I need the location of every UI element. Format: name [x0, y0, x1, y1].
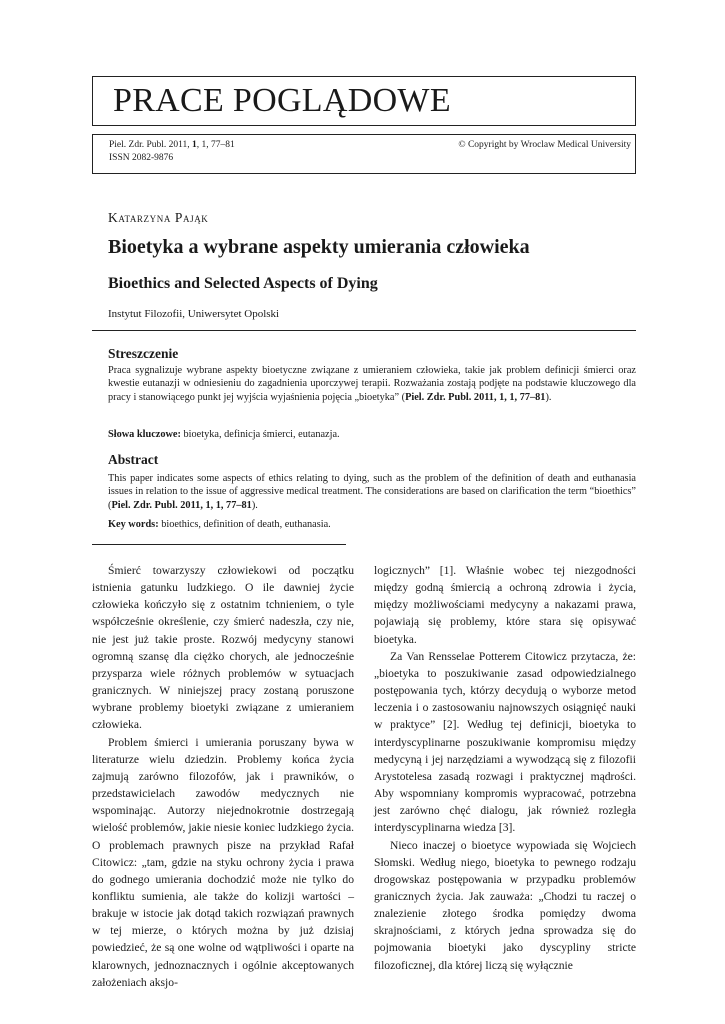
affiliation: Instytut Filozofii, Uniwersytet Opolski [108, 308, 280, 320]
key-words-label: Key words: [108, 519, 159, 530]
streszczenie-citation: Piel. Zdr. Publ. 2011, 1, 1, 77–81 [405, 391, 546, 403]
divider-top [92, 330, 636, 331]
slowa-kluczowe-label: Słowa kluczowe: [108, 429, 181, 440]
article-title-en: Bioethics and Selected Aspects of Dying [108, 275, 378, 292]
streszczenie-body [108, 364, 636, 404]
paragraph: Nieco inaczej o bioetyce wypowiada się Wojciech Słomski. Według niego, bioetyka to pewnego rodzaju drogowskaz postępowania w przypadku problemów granicznych życia. Jak zauważa: „Chodzi tu raczej o znalezienie złotego środka pomiędzy dwoma skrajnościami, z których jedna sprowadza się do pojmowania bioetyki jako dyscypliny stricte filozoficznej, dla której liczą się wyłącznie [374, 838, 636, 972]
article-title-pl: Bioetyka a wybrane aspekty umierania człowieka [108, 236, 530, 258]
citation-prefix: Piel. Zdr. Publ. 2011, [109, 140, 193, 150]
section-header-box [92, 76, 636, 126]
abstract-heading: Abstract [108, 452, 159, 467]
paragraph: Śmierć towarzyszy człowiekowi od początku istnienia gatunku ludzkiego. O ile dawniej życie człowieka kończyło się z ostatnim tchnieniem, o tyle współcześnie określenie, czy śmierć nadeszła, czy nie, nie jest już takie proste. Rozwój medycyny stanowi ogromną szansę dla ciężko chorych, ale jednocześnie przysparza wiele różnych problemów w sytuacjach granicznych. W niniejszej pracy zostaną poruszone wybrane problemy bioetyki związane z umieraniem człowieka. [92, 564, 354, 732]
section-header: PRACE POGLĄDOWE [113, 82, 451, 119]
divider-bottom [92, 544, 346, 545]
paragraph: Problem śmierci i umierania poruszany bywa w literaturze wielu dziedzin. Problemy końca życia zajmują zarówno filozofów, jak i prawników, o przedstawicielach zawodów medycznych nie wspominając. Autorzy niejednokrotnie dostrzegają wielość problemów, jakie niesie koniec ludzkiego życia. O problemach prawnych pisze na przykład Rafał Citowicz: „tam, gdzie na styku ochrony życia i prawa do godnego umierania dochodzić może nie tylko do konfliktu sumienia, ale także do kolizji wartości – brakuje w istocie jak dotąd takich rozwiązań prawnych w tej mierze, o których można by już dzisiaj powiedzieć, że są one wolne od wątpliwości i oparte na klarownych, jednoznacznych i ogólnie akceptowanych założeniach aksjo- [92, 735, 354, 989]
key-words [108, 518, 636, 531]
paragraph: Za Van Rensselae Potterem Citowicz przytacza, że: „bioetyka to poszukiwanie zasad odpowiedzialnego postępowania tych, którzy decydują o wyborze metod leczenia i o zastosowaniu najnowszych osiągnięć nauki w praktyce” [2]. Według tej definicji, bioetyka to interdyscyplinarne poszukiwanie kompromisu między medycyną i jej narzędziami a wywodzącą się z filozofii Arystotelesa zasadą rozwagi i praktycznej mądrości. Aby wspomniany kompromis wypracować, potrzebna jest zarówno chęć dialogu, jak również rozległa interdyscyplinarna wiedza [3]. [374, 649, 636, 835]
abstract-citation: Piel. Zdr. Publ. 2011, 1, 1, 77–81 [111, 499, 252, 511]
abstract-end: ). [251, 499, 258, 511]
citation-volume: 1 [192, 140, 197, 150]
right-column [374, 562, 636, 974]
streszczenie-heading: Streszczenie [108, 346, 179, 361]
streszczenie-text: Praca sygnalizuje wybrane aspekty bioetyczne związane z umieraniem człowieka, takie jak problem definicji śmierci oraz kwestie eutanazji w odniesieniu do zagadnienia uporczywej terapii. Rozważania zostają podjęte na podstawie kluczowego dla pracy i stanowiącego punkt jej wyjścia wyjaśnienia pojęcia „bioetyka” ( [108, 365, 636, 403]
copyright: © Copyright by Wroclaw Medical University [458, 140, 631, 150]
left-column [92, 562, 354, 991]
abstract-body [108, 472, 636, 512]
author-name: Katarzyna Pająk [108, 210, 209, 225]
slowa-kluczowe [108, 428, 636, 441]
key-words-text: bioethics, definition of death, euthanasia. [158, 519, 331, 530]
citation-bar [92, 134, 636, 174]
issn: ISSN 2082-9876 [109, 153, 174, 163]
citation-suffix: , 1, 77–81 [196, 140, 235, 150]
citation-info [109, 139, 235, 165]
abstract-text: This paper indicates some aspects of ethics relating to dying, such as the problem of the definition of death and euthanasia issues in relation to the issue of aggressive medical treatment. The considerations are based on clarification the term “bioethics” ( [108, 473, 636, 511]
paragraph: logicznych” [1]. Właśnie wobec tej niezgodności między godną śmiercią a ochroną zdrowia i życia, między możliwościami medycyny a nakazami prawa, pojawiają się problemy, które stara się opisywać bioetyka. [374, 564, 636, 646]
streszczenie-end: ). [545, 391, 552, 403]
slowa-kluczowe-text: bioetyka, definicja śmierci, eutanazja. [180, 429, 340, 440]
